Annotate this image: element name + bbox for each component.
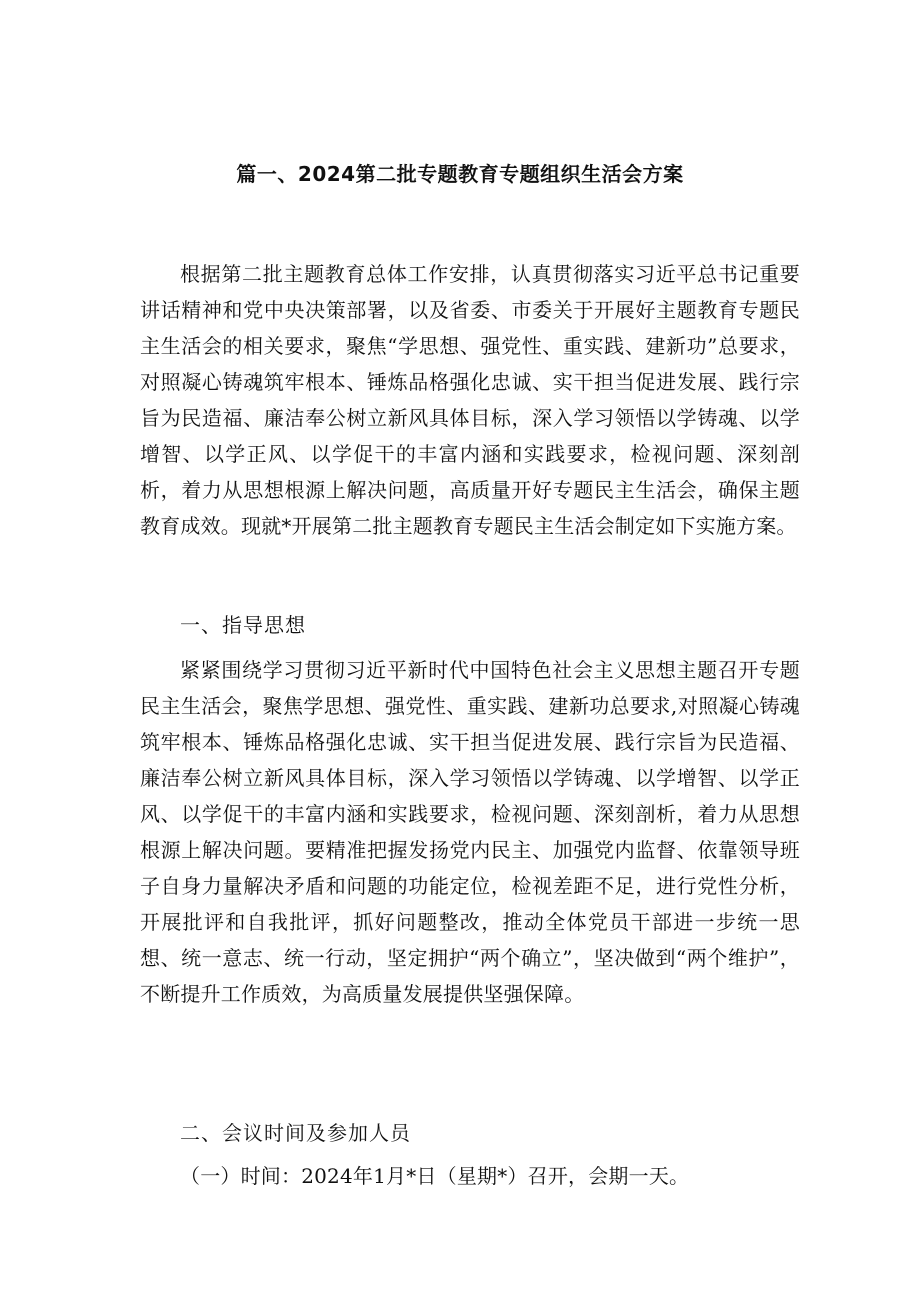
- section-heading-guiding-ideology: 一、指导思想: [180, 613, 306, 637]
- section-heading-meeting-time: 二、会议时间及参加人员: [180, 1121, 411, 1145]
- intro-paragraph: 根据第二批主题教育总体工作安排，认真贯彻落实习近平总书记重要讲话精神和党中央决策部署，以及省委、市委关于开展好主题教育专题民主生活会的相关要求，聚焦“学思想、强党性、重实践、建新功”总要求，对照凝心铸魂筑牢根本、锤炼品格强化忠诚、实干担当促进发展、践行宗旨为民造福、廉洁奉公树立新风具体目标，深入学习领悟以学铸魂、以学增智、以学正风、以学促干的丰富内涵和实践要求，检视问题、深刻剖析，着力从思想根源上解决问题，高质量开好专题民主生活会，确保主题教育成效。现就*开展第二批主题教育专题民主生活会制定如下实施方案。: [140, 262, 800, 538]
- guiding-ideology-paragraph: 紧紧围绕学习贯彻习近平新时代中国特色社会主义思想主题召开专题民主生活会，聚焦学思想、强党性、重实践、建新功总要求,对照凝心铸魂筑牢根本、锤炼品格强化忠诚、实干担当促进发展、践行宗旨为民造福、廉洁奉公树立新风具体目标，深入学习领悟以学铸魂、以学增智、以学正风、以学促干的丰富内涵和实践要求，检视问题、深刻剖析，着力从思想根源上解决问题。要精准把握发扬党内民主、加强党内监督、依靠领导班子自身力量解决矛盾和问题的功能定位，检视差距不足，进行党性分析，开展批评和自我批评，抓好问题整改，推动全体党员干部进一步统一思想、统一意志、统一行动，坚定拥护“两个确立”，坚决做到“两个维护”，不断提升工作质效，为高质量发展提供坚强保障。: [140, 658, 800, 1006]
- meeting-time-item: （一）时间：2024年1月*日（星期*）召开，会期一天。: [180, 1164, 690, 1188]
- document-title: 篇一、2024第二批专题教育专题组织生活会方案: [236, 162, 684, 186]
